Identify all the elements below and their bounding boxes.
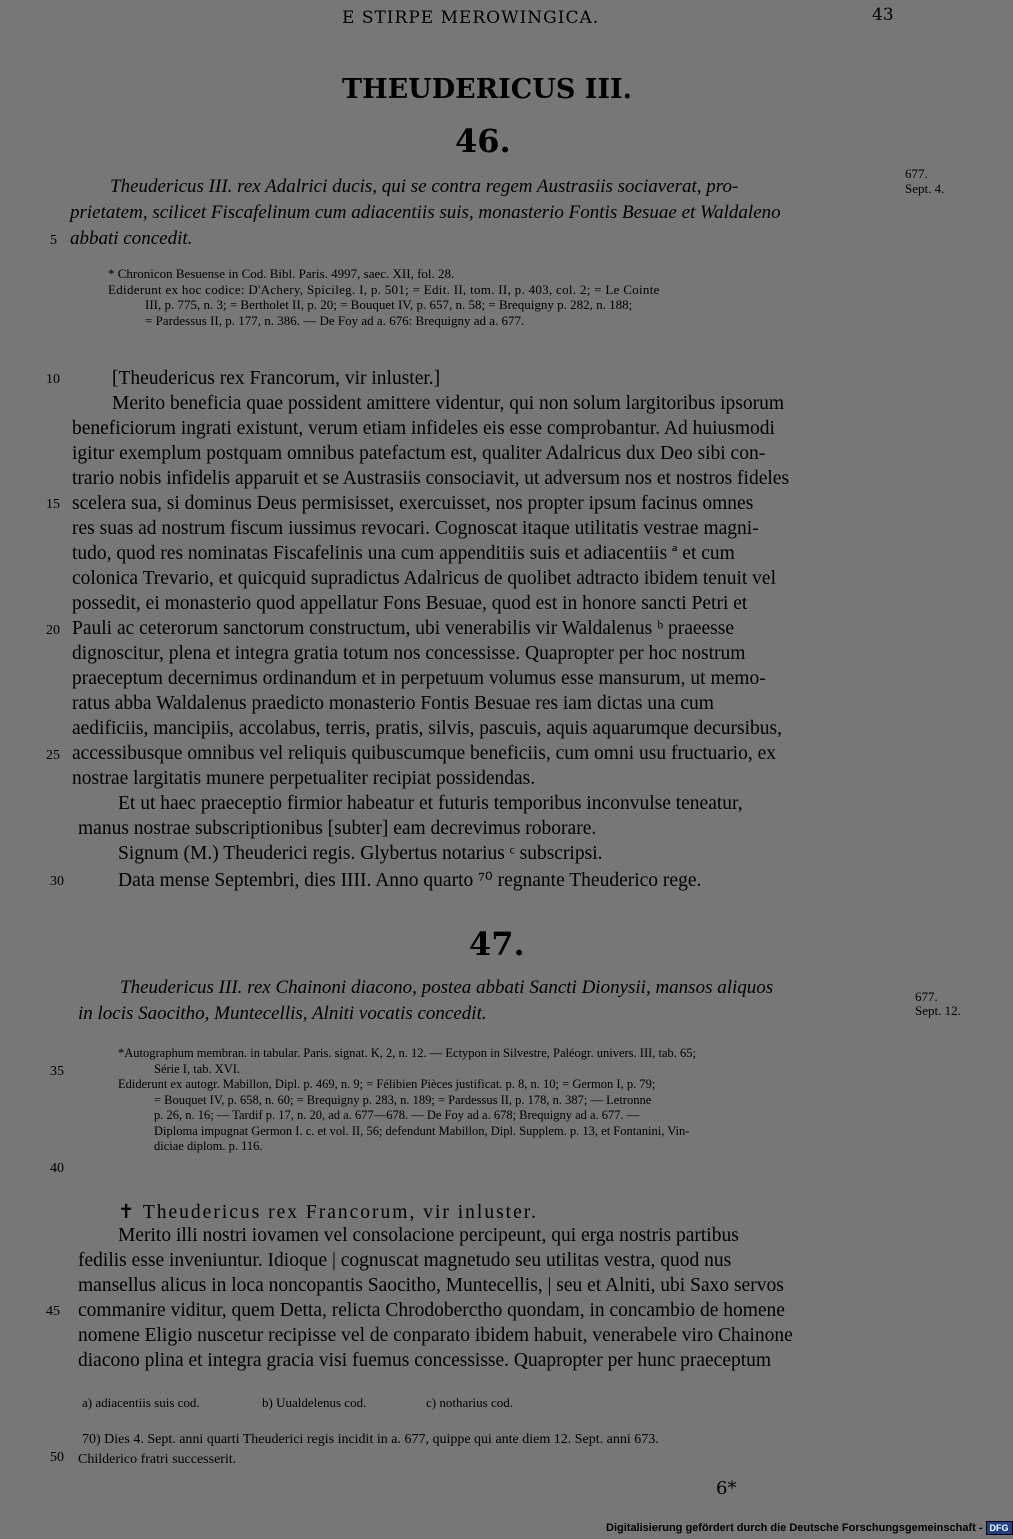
source-notes-47	[112, 1046, 942, 1155]
date-year-47: 677.	[915, 989, 938, 1004]
line-number: 45	[46, 1304, 60, 1319]
note-line: *Autographum membran. in tabular. Paris. signat. K, 2, n. 12. — Ectypon in Silvestre, Paléogr. univers. III, tab. 65;	[118, 1046, 697, 1060]
note-line: = Bouquet IV, p. 658, n. 60; = Brequigny p. 283, n. 189; = Pardessus II, p. 178, n. 387; — Letronne	[154, 1092, 652, 1107]
regest-line: Theudericus III. rex Chainoni diacono, postea abbati Sancti Dionysii, mansos aliquos	[120, 977, 774, 998]
text-line: beneficiorum ingrati existunt, verum etiam infideles eis esse comprobantur. Ad huiusmodi	[72, 418, 775, 439]
endnote-70	[78, 1430, 948, 1470]
footnote-c: c) notharius cod.	[426, 1395, 514, 1410]
note-line: = Pardessus II, p. 177, n. 386. — De Foy ad a. 676: Brequigny ad a. 677.	[145, 312, 525, 328]
text-line: res suas ad nostrum fiscum iussimus revocari. Cognoscat itaque utilitatis vestrae magni-	[72, 518, 759, 539]
endnote-line: 70) Dies 4. Sept. anni quarti Theuderici regis incidit in a. 677, quippe qui ante diem 12. Sept. anni 673.	[82, 1432, 659, 1447]
footnote-a: a) adiacentiis suis cod.	[82, 1395, 200, 1410]
text-line: possedit, ei monasterio quod appellatur Fons Besuae, quod est in honore sancti Petri et	[72, 593, 748, 614]
document-number-46: 46.	[455, 122, 511, 160]
date-year-46: 677.	[905, 166, 928, 181]
dfg-notice-text: Digitalisierung gefördert durch die Deutsche Forschungsgemeinschaft -	[606, 1522, 983, 1534]
regest-line: Theudericus III. rex Adalrici ducis, qui se contra regem Austrasiis sociaverat, pro-	[110, 176, 739, 197]
text-line: Data mense Septembri, dies IIII. Anno quarto ⁷⁰ regnante Theuderico rege.	[118, 870, 702, 891]
dfg-logo: DFG	[986, 1521, 1013, 1535]
note-line: diciae diplom. p. 116.	[154, 1139, 263, 1153]
regest-47	[78, 975, 913, 1027]
note-line: Série I, tab. XVI.	[154, 1061, 241, 1076]
date-day-46: Sept. 4.	[905, 181, 945, 196]
page-number: 43	[872, 5, 894, 25]
note-line: Diploma impugnat Germon I. c. et vol. II, 56; defendunt Mabillon, Dipl. Supplem. p. 13, et Fontanini, Vin-	[154, 1123, 690, 1138]
line-number: 40	[50, 1161, 64, 1176]
text-line: aedificiis, mancipiis, accolabus, terris, pratis, silvis, pascuis, aquis aquarumque decursibus,	[72, 718, 782, 739]
note-line: * Chronicon Besuense in Cod. Bibl. Paris. 4997, saec. XII, fol. 28.	[108, 266, 455, 281]
line-number: 30	[50, 874, 64, 889]
regest-line: in locis Saocitho, Muntecellis, Alniti vocatis concedit.	[78, 1003, 487, 1024]
text-line: Merito beneficia quae possident amittere videntur, qui non solum largitoribus ipsorum	[112, 393, 785, 414]
text-line: mansellus alicus in loca noncopantis Saocitho, Muntecellis, | seu et Alniti, ubi Saxo servos	[78, 1275, 784, 1296]
line-number: 15	[46, 497, 60, 512]
regest-line: prietatem, scilicet Fiscafelinum cum adiacentiis suis, monasterio Fontis Besuae et Waldaleno	[70, 202, 781, 223]
note-line: Ediderunt ex autogr. Mabillon, Dipl. p. 469, n. 9; = Félibien Pièces justificat. p. 8, n. 10; = Germon I, p. 79;	[118, 1077, 656, 1091]
text-line: colonica Trevario, et quicquid supradictus Adalricus de quolibet adtracto ibidem tenuit vel	[72, 568, 776, 589]
text-line: ratus abba Waldalenus praedicto monasterio Fontis Besuae res iam dictas una cum	[72, 693, 714, 714]
text-line: Signum (M.) Theuderici regis. Glybertus notarius ᶜ subscripsi.	[118, 843, 603, 864]
text-line: commanire viditur, quem Detta, relicta Chrodoberctho quondam, in concambio de homene	[78, 1300, 785, 1321]
gathering-signature: 6*	[716, 1478, 737, 1499]
text-line: Merito illi nostri iovamen vel consolacione percipeunt, qui erga nostris partibus	[118, 1225, 739, 1246]
text-line: scelera sua, si dominus Deus permisisset, exercuisset, nos propter ipsum facinus omnes	[72, 493, 754, 514]
regest-line: abbati concedit.	[70, 228, 193, 249]
date-day-47: Sept. 12.	[915, 1003, 961, 1018]
text-line: diacono plina et integra gracia visi fuemus concessisse. Quapropter per hunc praeceptum	[78, 1350, 772, 1371]
text-line: Pauli ac ceterorum sanctorum constructum, ubi venerabilis vir Waldalenus ᵇ praeesse	[72, 618, 735, 639]
text-line: accessibusque omnibus vel reliquis quibuscumque beneficiis, cum omni usu fructuario, ex	[72, 743, 777, 764]
running-title: E STIRPE MEROWINGICA.	[342, 8, 600, 28]
note-line: Ediderunt ex hoc codice: D'Achery, Spicileg. I, p. 501; = Edit. II, tom. II, p. 403, col. 2; = Le Cointe	[108, 281, 660, 297]
text-line: igitur exemplum postquam omnibus patefactum est, qualiter Adalricus dux Deo sibi con-	[72, 443, 766, 464]
text-line: [Theudericus rex Francorum, vir inluster.]	[112, 368, 441, 389]
dfg-notice	[606, 1521, 1013, 1535]
text-line: fedilis esse inveniuntur. Idioque | cognuscat magnetudo seu utilitas vestra, quod nus	[78, 1250, 732, 1271]
line-number: 50	[50, 1450, 64, 1465]
text-line: trario nobis infidelis apparuit et se Austrasiis consociavit, ut adversum nos et nostros fideles	[72, 468, 790, 489]
note-line: III, p. 775, n. 3; = Bertholet II, p. 20; = Bouquet IV, p. 657, n. 58; = Brequigny p. 282, n. 188;	[145, 297, 633, 312]
note-line: p. 26, n. 16; — Tardif p. 17, n. 20, ad a. 677—678. — De Foy ad a. 678; Brequigny ad a. 677. —	[154, 1108, 640, 1122]
text-line: nostrae largitatis munere perpetualiter recipiat possidendas.	[72, 768, 536, 789]
endnote-line: Childerico fratri successerit.	[78, 1452, 237, 1467]
text-line: praeceptum decernimus ordinandum et in perpetuum volumus esse mansurum, ut memo-	[72, 668, 766, 689]
text-line: dignoscitur, plena et integra gratia totum nos concessisse. Quapropter per hoc nostrum	[72, 643, 746, 664]
text-line: nomene Eligio nuscetur recipisse vel de conparato ibidem habuit, venerabele viro Chainone	[78, 1325, 793, 1346]
line-number: 35	[50, 1064, 64, 1079]
footnote-b: b) Uualdelenus cod.	[262, 1395, 367, 1410]
source-notes-46	[100, 266, 930, 328]
section-title: THEUDERICUS III.	[342, 74, 633, 105]
regest-46	[70, 174, 920, 252]
text-line: tudo, quod res nominatas Fiscafelinis una cum appenditiis suis et adiacentiis ª et cum	[72, 543, 735, 564]
line-number: 10	[46, 372, 60, 387]
line-number: 20	[46, 623, 60, 638]
text-line: ✝ Theudericus rex Francorum, vir inluster.	[118, 1202, 539, 1223]
line-number: 5	[50, 233, 57, 248]
text-line: manus nostrae subscriptionibus [subter] eam decrevimus roborare.	[78, 818, 597, 839]
line-number: 25	[46, 748, 60, 763]
document-number-47: 47.	[469, 925, 525, 963]
text-line: Et ut haec praeceptio firmior habeatur et futuris temporibus inconvulse teneatur,	[118, 793, 743, 814]
